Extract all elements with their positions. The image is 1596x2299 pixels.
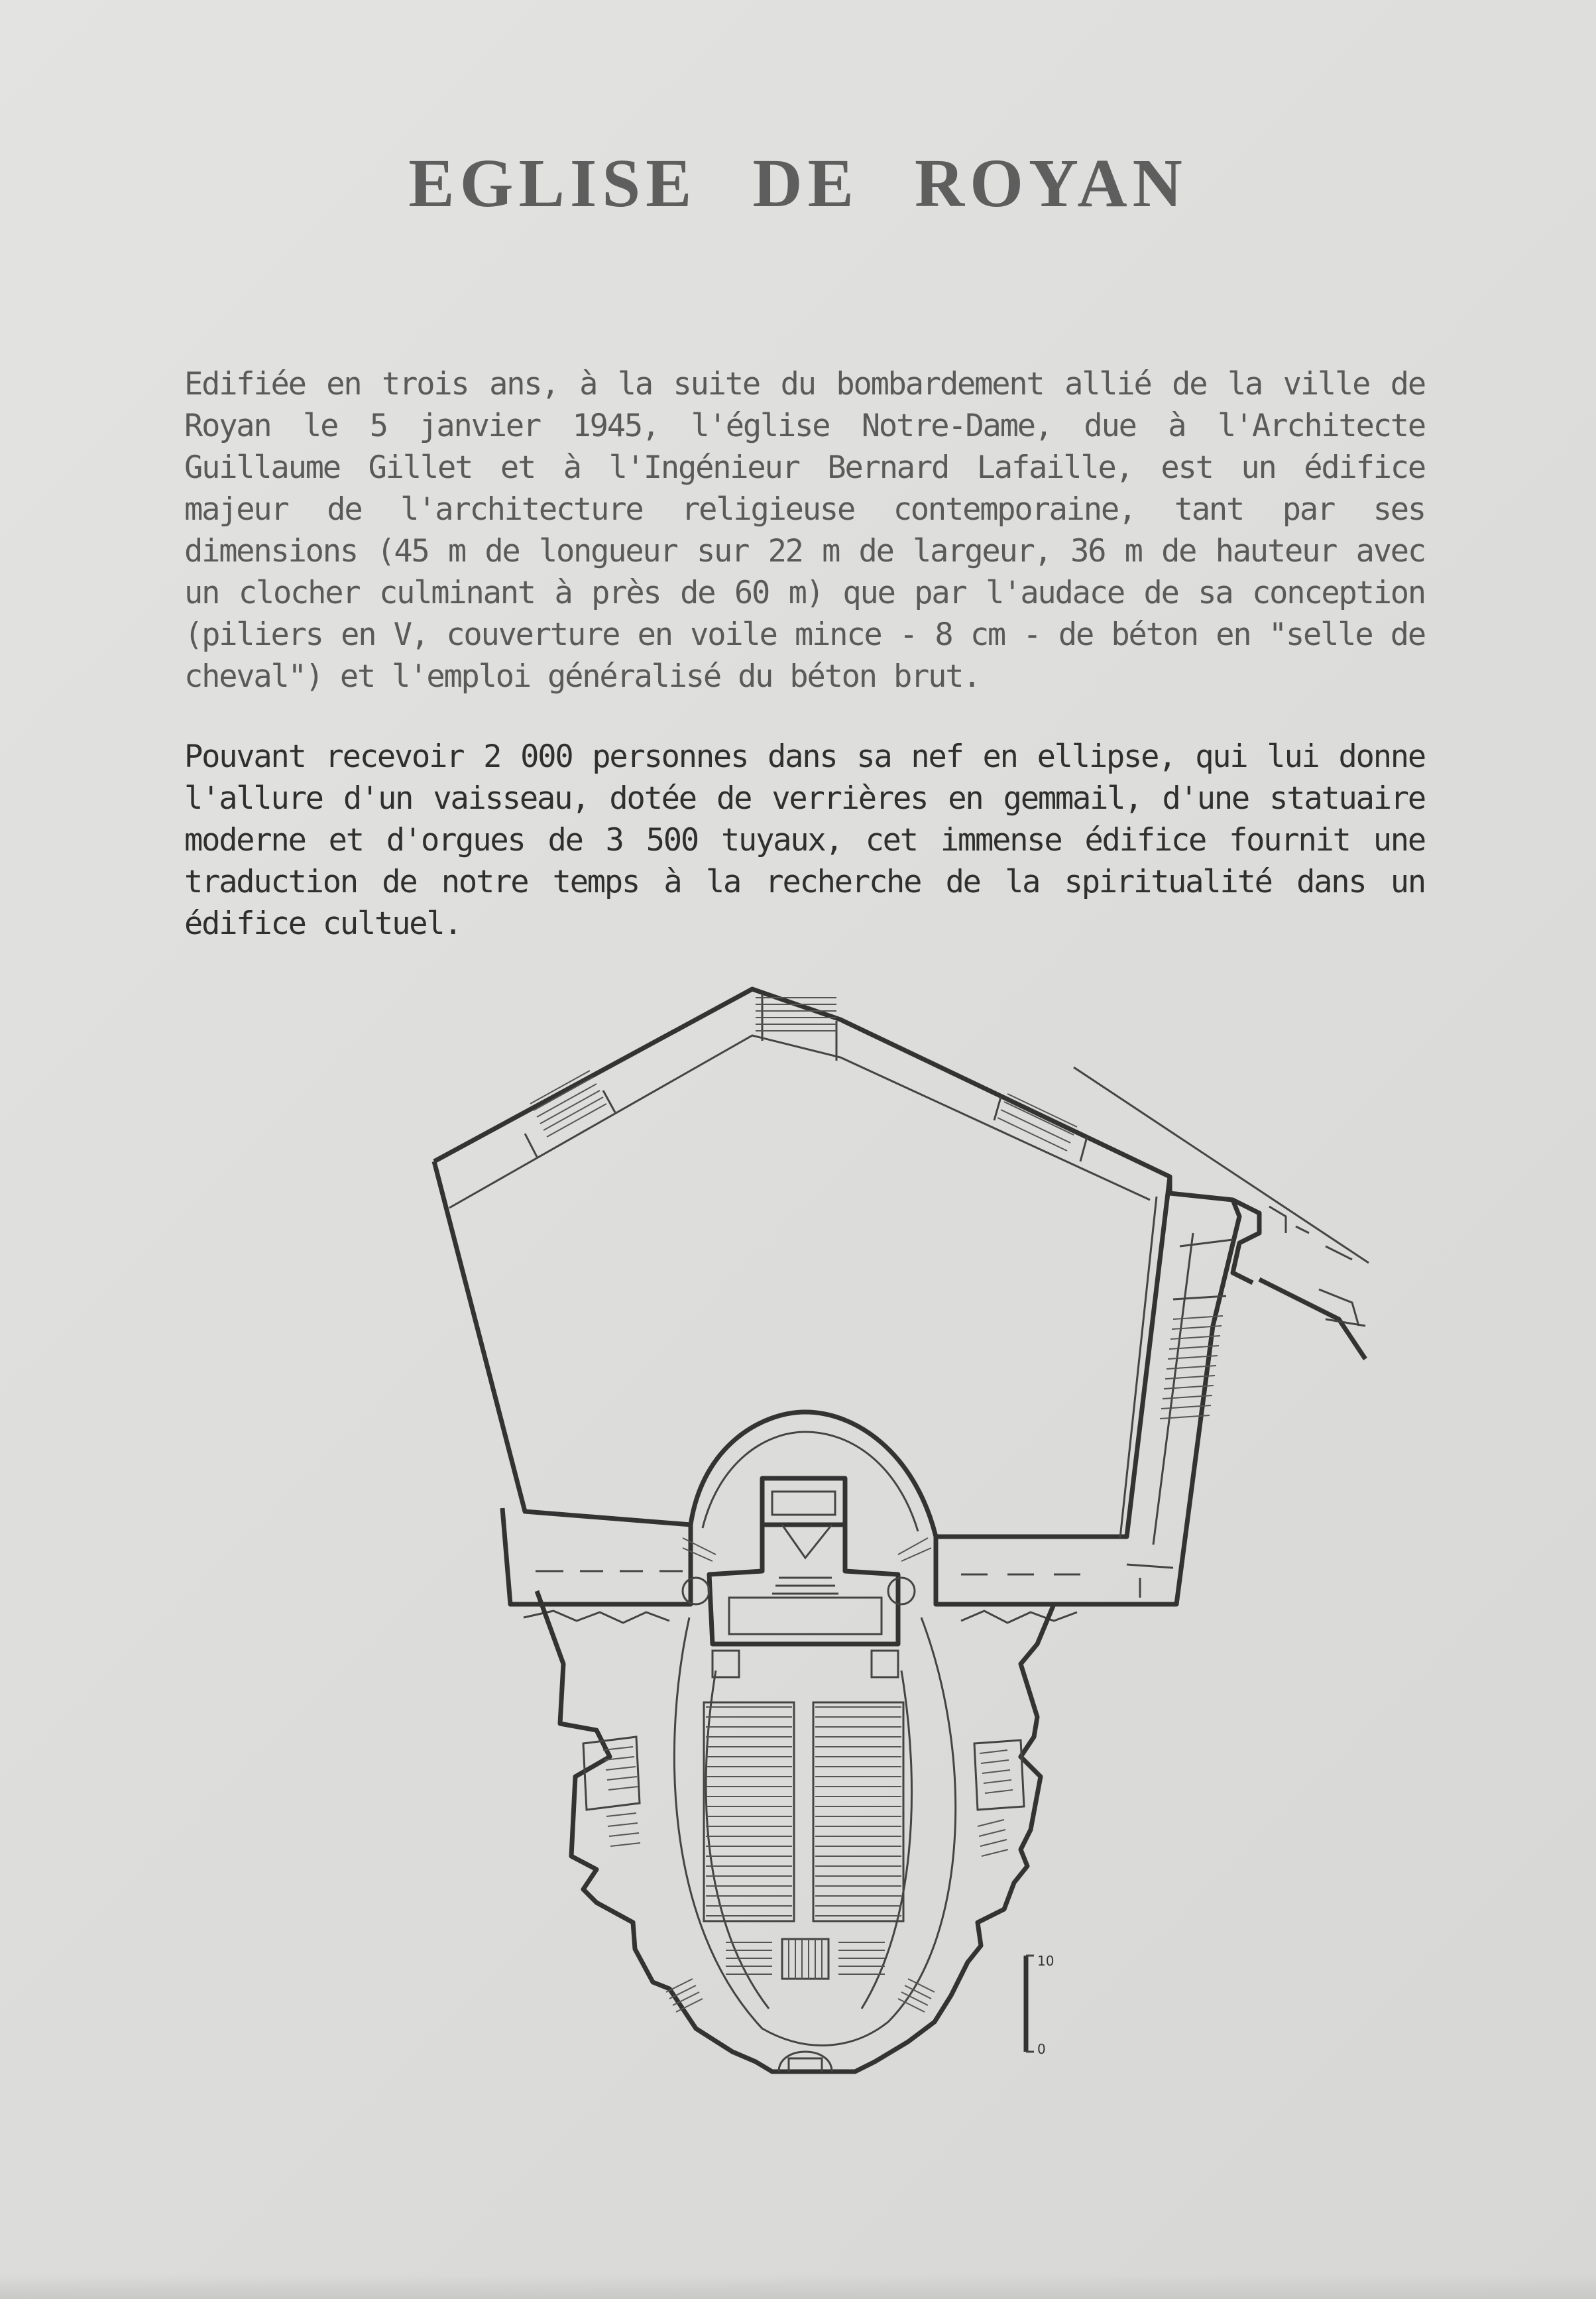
side-annex <box>1074 1067 1369 1604</box>
entrance-porch <box>779 2052 832 2072</box>
scale-label-bottom: 0 <box>1037 2041 1046 2057</box>
scale-label-top: 10 <box>1037 1953 1054 1969</box>
sign-bottom-edge <box>0 2274 1596 2299</box>
history-paragraph: Edifiée en trois ans, à la suite du bombardement allié de la ville de Royan le 5 janvier 1945, l'église Notre-Dame, due à l'Architecte Guillaume Gillet et à l'Ingénieur Bernard Lafaille, est un édifice majeur de l'architecture religieuse contemporaine, tant par ses dimensions (45 m de longueur sur 22 m de largeur, 36 m de hauteur avec un clocher culminant à près de 60 m) que par l'audace de sa conception (piliers en V, couverture en voile mince - 8 cm - de béton en "selle de cheval") et l'emploi généralisé du béton brut. <box>184 366 1425 695</box>
side-chapels <box>583 1737 1024 2012</box>
nave-pews <box>704 1702 903 1979</box>
description-paragraph: Pouvant recevoir 2 000 personnes dans sa nef en ellipse, qui lui donne l'allure d'un vaisseau, dotée de verrières en gemmail, d'une statuaire moderne et d'orgues de 3 500 tuyaux, cet immense édifice fournit une traduction de notre temps à la recherche de la spiritualité dans un édifice cultuel. <box>184 738 1425 942</box>
forecourt-pentagon <box>434 989 1170 1537</box>
scale-bar <box>1026 1953 1054 2057</box>
sign-title: EGLISE DE ROYAN <box>408 145 1188 221</box>
choir-sanctuary <box>683 1478 931 1677</box>
